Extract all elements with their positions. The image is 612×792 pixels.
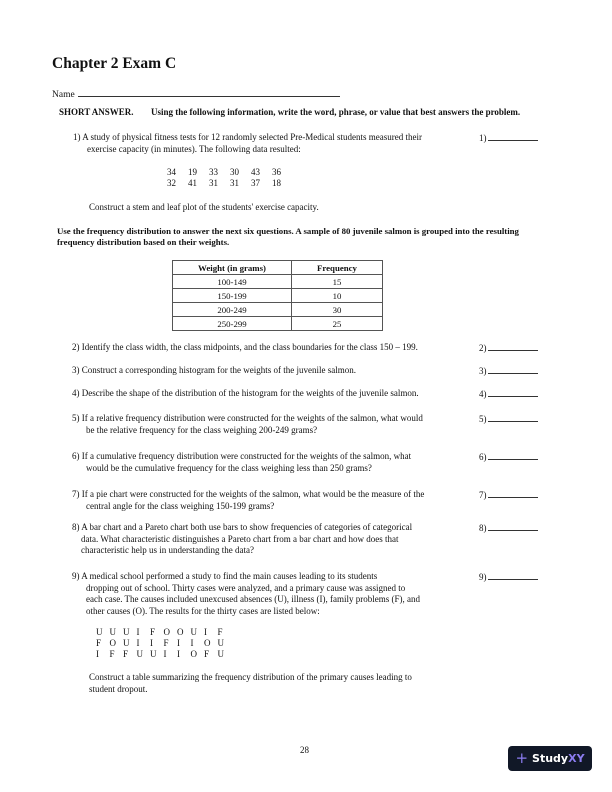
answer-label: 7) — [479, 490, 487, 500]
data-value: 18 — [272, 178, 281, 188]
letter: U — [217, 649, 224, 659]
letter: F — [96, 638, 102, 648]
answer-label: 1) — [479, 133, 487, 143]
data-value: 37 — [251, 178, 260, 188]
question-text-cont: characteristic help us in understanding the data? — [81, 545, 254, 555]
letter: U — [96, 627, 103, 637]
question-9 — [72, 571, 472, 617]
question-number: 9) — [72, 571, 80, 581]
cell-frequency: 30 — [292, 303, 383, 317]
cell-weight: 150-199 — [173, 289, 292, 303]
letter: O — [177, 627, 184, 637]
question-text: Describe the shape of the distribution of the histogram for the weights of the juvenile salmon. — [81, 388, 419, 398]
letter: I — [96, 649, 99, 659]
cell-weight: 200-249 — [173, 303, 292, 317]
exercise-data-grid — [167, 167, 293, 189]
answer-label: 4) — [479, 389, 487, 399]
letter: I — [190, 638, 194, 648]
question-1 — [73, 132, 473, 155]
question-8 — [72, 522, 472, 557]
data-value: 31 — [230, 178, 239, 188]
answer-blank-1[interactable] — [479, 132, 538, 143]
table-row — [173, 289, 383, 303]
data-value: 41 — [188, 178, 197, 188]
question-text-cont: be the relative frequency for the class weighing 200-249 grams? — [86, 424, 318, 435]
answer-label: 5) — [479, 414, 487, 424]
question-text: If a cumulative frequency distribution were constructed for the weights of the salmon, what — [81, 451, 412, 461]
answer-line[interactable] — [488, 451, 538, 460]
question-number: 3) — [72, 365, 80, 375]
header-weight: Weight (in grams) — [173, 261, 292, 275]
cause-letters-grid — [96, 627, 231, 660]
question-text-cont: would be the cumulative frequency for the class weighing less than 250 grams? — [86, 462, 372, 473]
answer-blank-5[interactable] — [479, 413, 538, 424]
letter: U — [136, 649, 143, 659]
frequency-table — [172, 260, 383, 331]
question-1-prompt: Construct a stem and leaf plot of the students' exercise capacity. — [89, 202, 319, 212]
answer-line[interactable] — [488, 342, 538, 351]
letter-row — [96, 649, 231, 660]
answer-line[interactable] — [488, 571, 538, 580]
data-row — [167, 178, 293, 189]
letter: U — [190, 627, 197, 637]
question-text-cont: dropping out of school. Thirty cases were analyzed, and a primary cause was assigned to — [86, 582, 406, 593]
letter: I — [150, 638, 153, 648]
cell-frequency: 15 — [292, 275, 383, 289]
question-text-cont: other causes (O). The results for the thirty cases are listed below: — [86, 605, 320, 616]
letter: I — [177, 638, 180, 648]
letter-row — [96, 638, 231, 649]
studyxy-badge[interactable] — [508, 746, 592, 771]
letter: U — [123, 638, 130, 648]
name-field-row — [52, 87, 340, 100]
data-value: 30 — [230, 167, 239, 177]
answer-blank-4[interactable] — [479, 388, 538, 399]
question-number: 7) — [72, 489, 80, 499]
letter: I — [136, 627, 140, 637]
letter: O — [163, 627, 170, 637]
brand-main: Study — [532, 752, 569, 765]
data-value: 31 — [209, 178, 218, 188]
question-text: A bar chart and a Pareto chart both use bars to show frequencies of categories of categorical — [81, 522, 413, 532]
cell-frequency: 25 — [292, 317, 383, 331]
question-2 — [72, 342, 472, 354]
data-row — [167, 167, 293, 178]
letter: F — [150, 627, 156, 637]
question-number: 2) — [72, 342, 80, 352]
brand-accent: XY — [568, 752, 585, 765]
question-7 — [72, 489, 472, 512]
letter: O — [190, 649, 197, 659]
letter: O — [109, 638, 116, 648]
cell-frequency: 10 — [292, 289, 383, 303]
question-text: If a relative frequency distribution were constructed for the weights of the salmon, what would — [81, 413, 423, 423]
question-number: 8) — [72, 522, 80, 532]
data-value: 19 — [188, 167, 197, 177]
answer-line[interactable] — [488, 365, 538, 374]
prompt-text-cont: student dropout. — [89, 683, 148, 694]
answer-line[interactable] — [488, 489, 538, 498]
prompt-text: Construct a table summarizing the frequency distribution of the primary causes leading to — [89, 672, 412, 682]
question-text: If a pie chart were constructed for the weights of the salmon, what would be the measure of the — [81, 489, 425, 499]
table-row — [173, 303, 383, 317]
letter: U — [109, 627, 116, 637]
letter: F — [163, 638, 169, 648]
answer-label: 6) — [479, 452, 487, 462]
letter-row — [96, 627, 231, 638]
question-text: A medical school performed a study to find the main causes leading to its students — [81, 571, 378, 581]
question-5 — [72, 413, 472, 436]
letter: I — [136, 638, 140, 648]
answer-label: 9) — [479, 572, 487, 582]
answer-line[interactable] — [488, 522, 538, 531]
answer-blank-3[interactable] — [479, 365, 538, 376]
question-number: 5) — [72, 413, 80, 423]
frequency-instruction: Use the frequency distribution to answer the next six questions. A sample of 80 juvenile salmon is grouped into the resulting frequency distribution based on their weights. — [57, 226, 519, 247]
letter: F — [123, 649, 129, 659]
letter: F — [109, 649, 115, 659]
question-number: 6) — [72, 451, 80, 461]
question-6 — [72, 451, 472, 474]
answer-blank-8[interactable] — [479, 522, 538, 533]
answer-blank-6[interactable] — [479, 451, 538, 462]
answer-label: 8) — [479, 523, 487, 533]
page-title: Chapter 2 Exam C — [52, 55, 177, 72]
name-label: Name — [52, 90, 75, 100]
page-number: 28 — [300, 745, 309, 755]
question-text-cont: central angle for the class weighing 150-199 grams? — [86, 500, 275, 511]
question-4 — [72, 388, 472, 400]
question-text-cont: each case. The causes included unexcused absences (U), illness (I), family problems (F), and — [86, 594, 420, 604]
section-header — [59, 107, 559, 118]
letter: I — [163, 649, 167, 659]
letter: I — [177, 649, 180, 659]
letter: F — [204, 649, 210, 659]
header-frequency: Frequency — [292, 261, 383, 275]
question-9-prompt — [89, 672, 489, 695]
section-label: SHORT ANSWER. — [59, 107, 134, 117]
letter: U — [217, 638, 224, 648]
question-text: A study of physical fitness tests for 12 randomly selected Pre-Medical students measured their — [82, 132, 422, 142]
letter: O — [204, 638, 211, 648]
letter: I — [204, 627, 207, 637]
plus-icon: + — [515, 749, 529, 767]
question-number: 1) — [73, 132, 81, 142]
question-number: 4) — [72, 388, 80, 398]
name-blank-line[interactable] — [78, 87, 340, 97]
letter: U — [123, 627, 130, 637]
question-text: Construct a corresponding histogram for the weights of the juvenile salmon. — [81, 365, 356, 375]
data-value: 33 — [209, 167, 218, 177]
question-text: Identify the class width, the class midpoints, and the class boundaries for the class 150 – 199. — [81, 342, 418, 352]
data-value: 43 — [251, 167, 260, 177]
letter: F — [217, 627, 223, 637]
question-text-cont: exercise capacity (in minutes). The following data resulted: — [87, 143, 301, 154]
data-value: 34 — [167, 167, 176, 177]
table-header-row — [173, 261, 383, 275]
data-value: 36 — [272, 167, 281, 177]
question-text-cont: data. What characteristic distinguishes a Pareto chart from a bar chart and how does that — [81, 533, 399, 544]
cell-weight: 250-299 — [173, 317, 292, 331]
data-value: 32 — [167, 178, 176, 188]
table-row — [173, 317, 383, 331]
answer-label: 2) — [479, 343, 487, 353]
answer-blank-9[interactable] — [479, 571, 538, 582]
answer-blank-7[interactable] — [479, 489, 538, 500]
answer-line[interactable] — [488, 388, 538, 397]
section-instruction: Using the following information, write the word, phrase, or value that best answers the problem. — [151, 107, 521, 117]
answer-line[interactable] — [488, 132, 538, 141]
answer-label: 3) — [479, 366, 487, 376]
letter: U — [150, 649, 157, 659]
cell-weight: 100-149 — [173, 275, 292, 289]
question-3 — [72, 365, 472, 377]
answer-blank-2[interactable] — [479, 342, 538, 353]
table-row — [173, 275, 383, 289]
answer-line[interactable] — [488, 413, 538, 422]
